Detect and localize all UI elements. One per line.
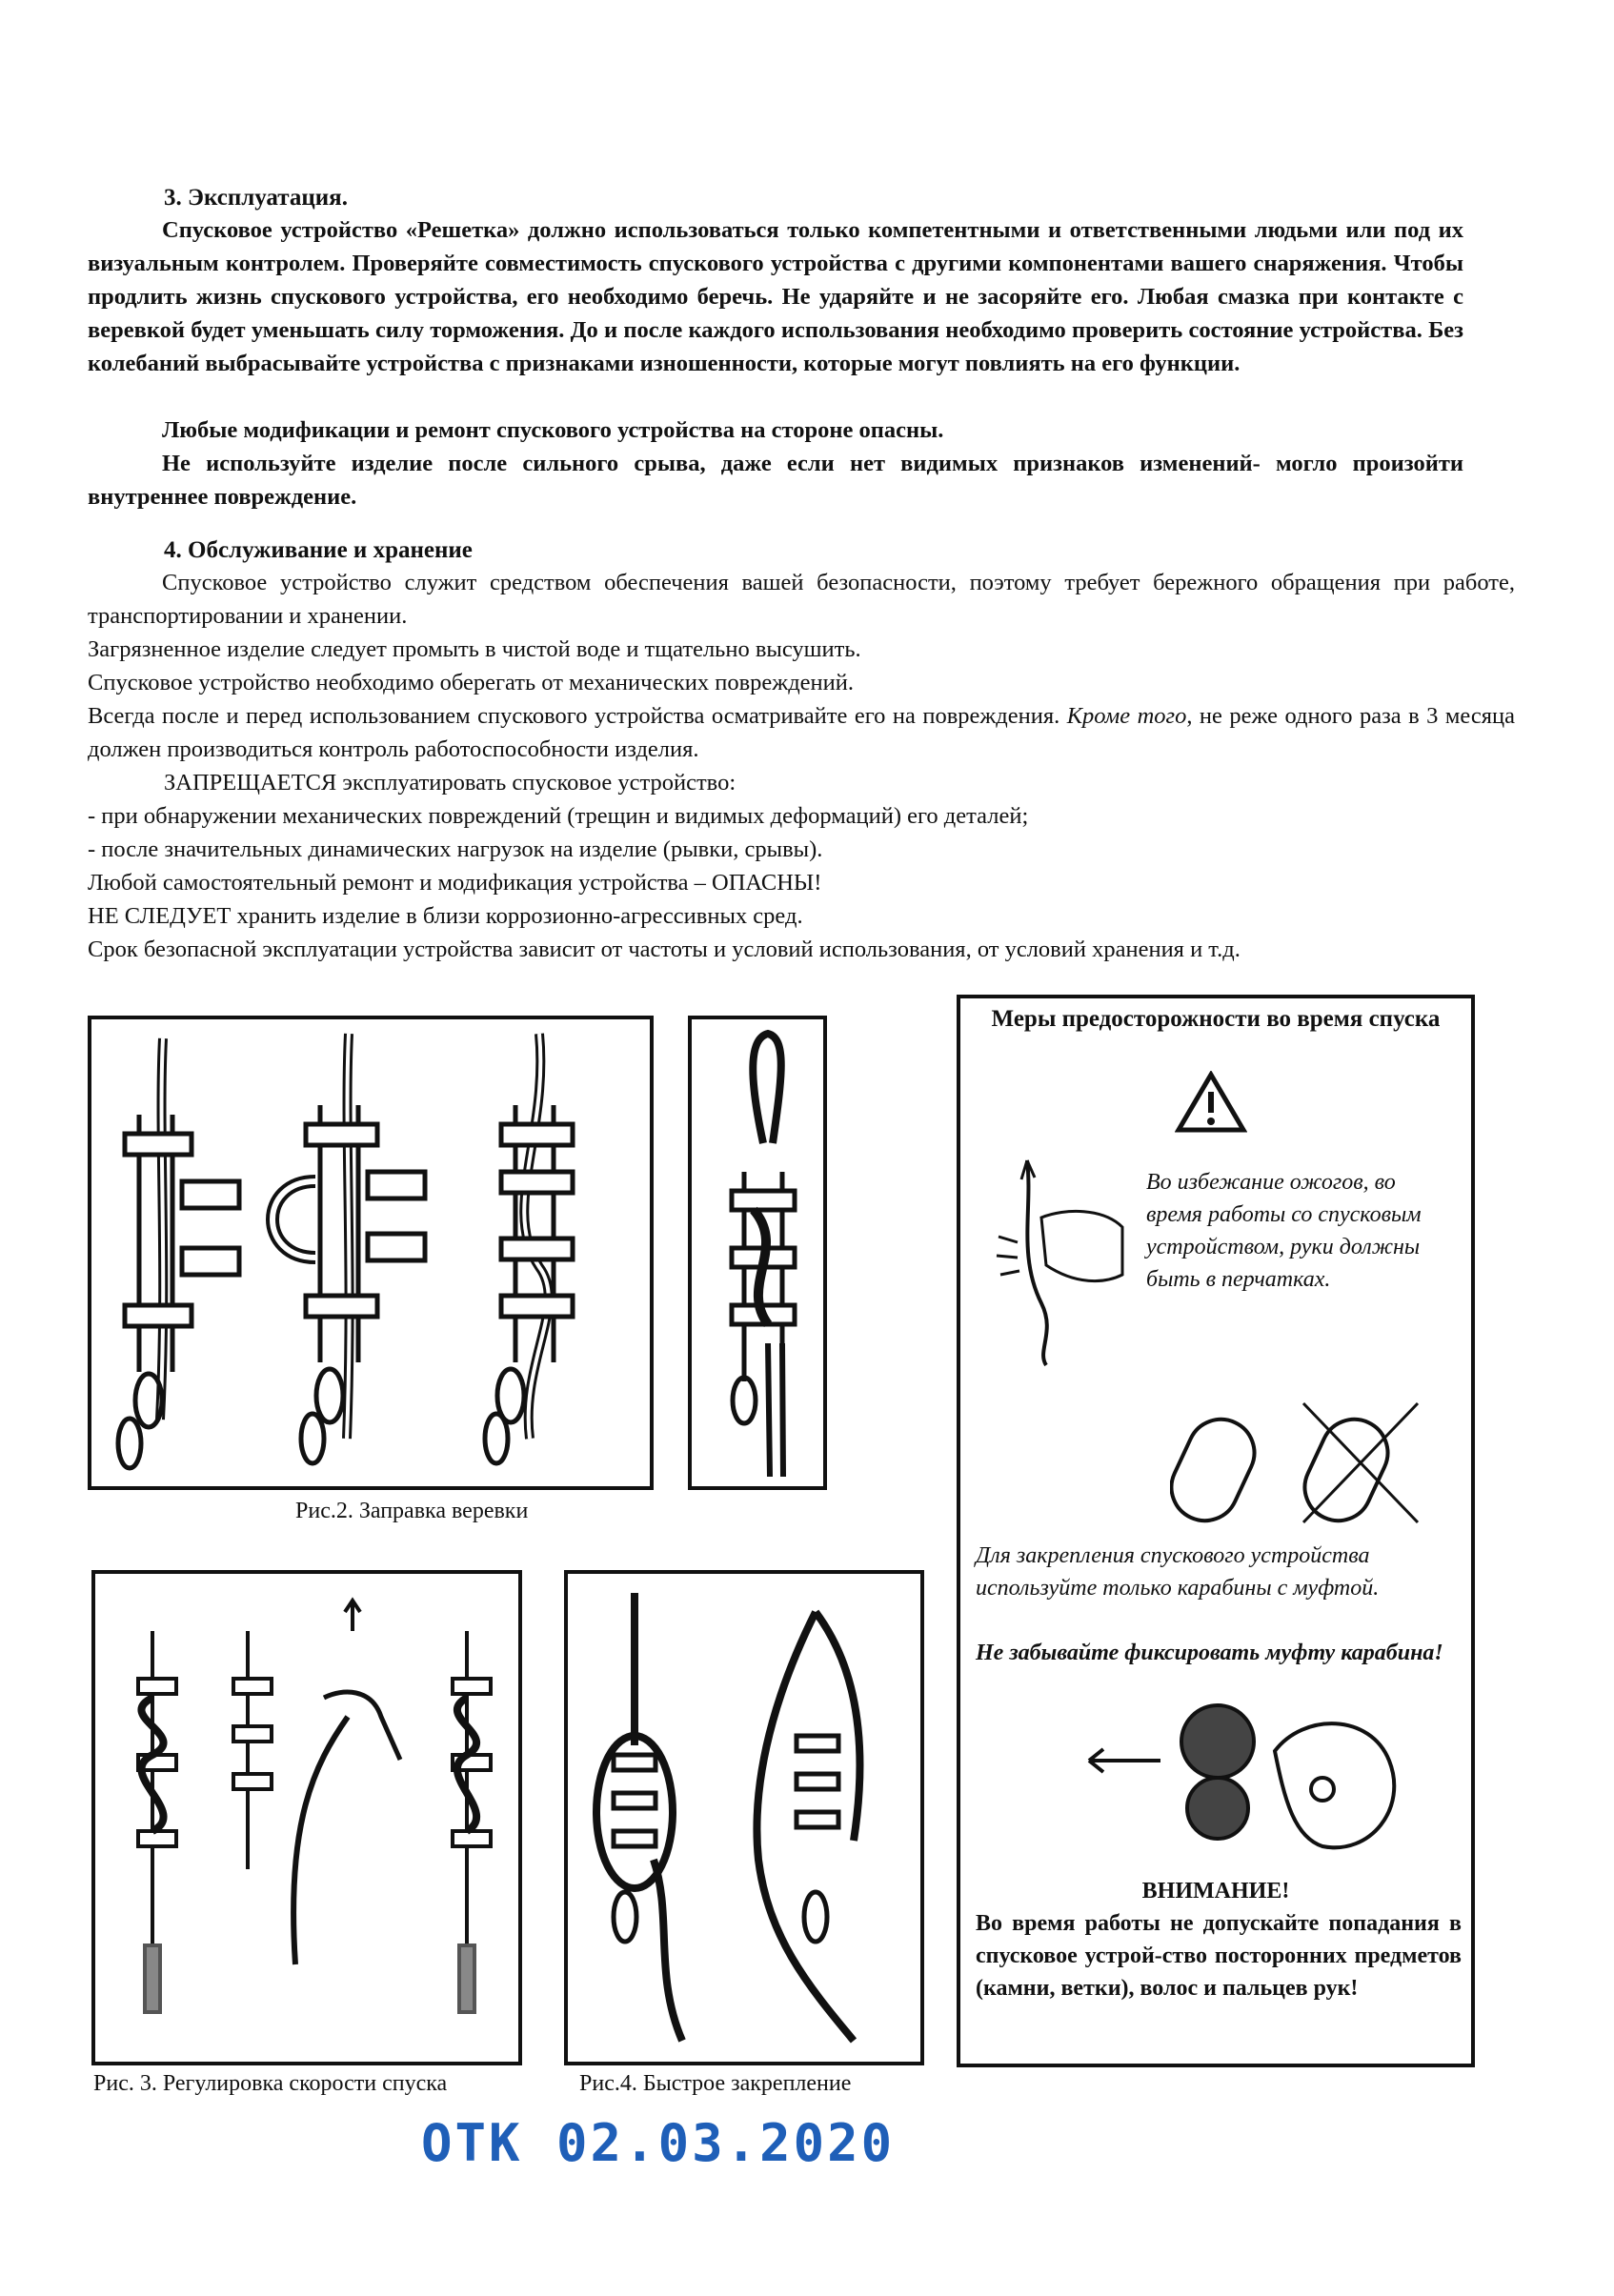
prohibited-item-5: Срок безопасной эксплуатации устройства зависит от частоты и условий использования, от условий хранения и т.д.: [88, 937, 1241, 962]
prohibited-item-1: - при обнаружении механических повреждений (трещин и видимых деформаций) его деталей;: [88, 803, 1029, 829]
device-locked-illustration: [692, 1019, 823, 1486]
quick-fix-illustration: [568, 1574, 920, 2062]
gloves-warning-text: Во избежание ожогов, во время работы со спусковым устройством, руки должны быть в перчатках.: [1146, 1170, 1422, 1292]
inspection-text-end: , не реже одного раза в 3 месяца должен производиться контроль работоспособности изделия.: [88, 703, 1516, 762]
section4-intro: Спусковое устройство служит средством обеспечения вашей безопасности, поэтому требует бережного обращения при работе, транспортировании и хранении.: [88, 570, 1515, 629]
section3-paragraph-1: Спусковое устройство «Решетка» должно использоваться только компетентными и ответственными людьми или под их визуальным контролем. Проверяйте совместимость спускового устройства с другими компонентами вашего снаряжения. Чтобы продлить жизнь спускового устройства, его необходимо беречь. Не ударяйте и не засоряйте его. Любая смазка при контакте с веревкой будет уменьшать силу торможения. До и после каждого использования необходимо проверить состояние устройства. Без колебаний выбрасывайте устройства с признаками изношенности, которые могут повлиять на его функции.: [88, 217, 1463, 376]
section3-paragraph-3: Не используйте изделие после сильного срыва, даже если нет видимых признаков изменений- могло произойти внутреннее повреждение.: [88, 451, 1463, 510]
figure-2-threading: [88, 1016, 654, 1490]
section4-inspection: [88, 699, 1515, 766]
speed-adjust-illustration: [95, 1574, 518, 2062]
warning-icon: [1175, 1071, 1247, 1134]
section3-heading: 3. Эксплуатация.: [164, 185, 348, 211]
carabiner-text: Для закрепления спускового устройства используйте только карабины с муфтой.: [976, 1543, 1380, 1601]
hair-entanglement-icon: [1084, 1694, 1427, 1865]
figure-4-quick-fix: [564, 1570, 924, 2065]
section4-line-2: Спусковое устройство необходимо оберегать от механических повреждений.: [88, 670, 854, 695]
gloved-hand-rope-icon: [989, 1151, 1132, 1370]
figure-3-caption: Рис. 3. Регулировка скорости спуска: [93, 2071, 448, 2096]
carabiner-lock-warning: Не забывайте фиксировать муфту карабина!: [976, 1641, 1443, 1665]
precautions-panel: [957, 995, 1475, 2067]
attention-text: Во время работы не допускайте попадания в спусковое устрой-ство посторонних предметов (камни, ветки), волос и пальцев рук!: [976, 1911, 1462, 2001]
inspection-text-start: Всегда после и перед использованием спускового устройства осматривайте его на повреждения.: [88, 703, 1067, 729]
otk-stamp: ОТК 02.03.2020: [421, 2113, 896, 2173]
inspection-text-italic: Кроме того: [1066, 703, 1187, 729]
figure-2-quick-lock: [688, 1016, 827, 1490]
figure-2-caption: Рис.2. Заправка веревки: [295, 1499, 529, 1523]
carabiner-comparison-icon: [1170, 1399, 1446, 1532]
prohibited-item-2: - после значительных динамических нагрузок на изделие (рывки, срывы).: [88, 836, 823, 862]
attention-heading: ВНИМАНИЕ!: [1141, 1879, 1290, 1903]
section4-heading: 4. Обслуживание и хранение: [164, 537, 473, 563]
precautions-title: Меры предосторожности во время спуска: [991, 1006, 1441, 1032]
prohibited-item-3: Любой самостоятельный ремонт и модификация устройства – ОПАСНЫ!: [88, 870, 822, 896]
figure-4-caption: Рис.4. Быстрое закрепление: [579, 2071, 852, 2096]
figure-3-speed-adjust: [91, 1570, 522, 2065]
rope-threading-illustration: [91, 1019, 650, 1486]
section4-line-1: Загрязненное изделие следует промыть в чистой воде и тщательно высушить.: [88, 636, 861, 662]
prohibited-item-4: НЕ СЛЕДУЕТ хранить изделие в близи коррозионно-агрессивных сред.: [88, 903, 803, 929]
section3-paragraph-2: Любые модификации и ремонт спускового устройства на стороне опасны.: [162, 417, 944, 443]
prohibited-heading: ЗАПРЕЩАЕТСЯ эксплуатировать спусковое устройство:: [164, 770, 736, 796]
